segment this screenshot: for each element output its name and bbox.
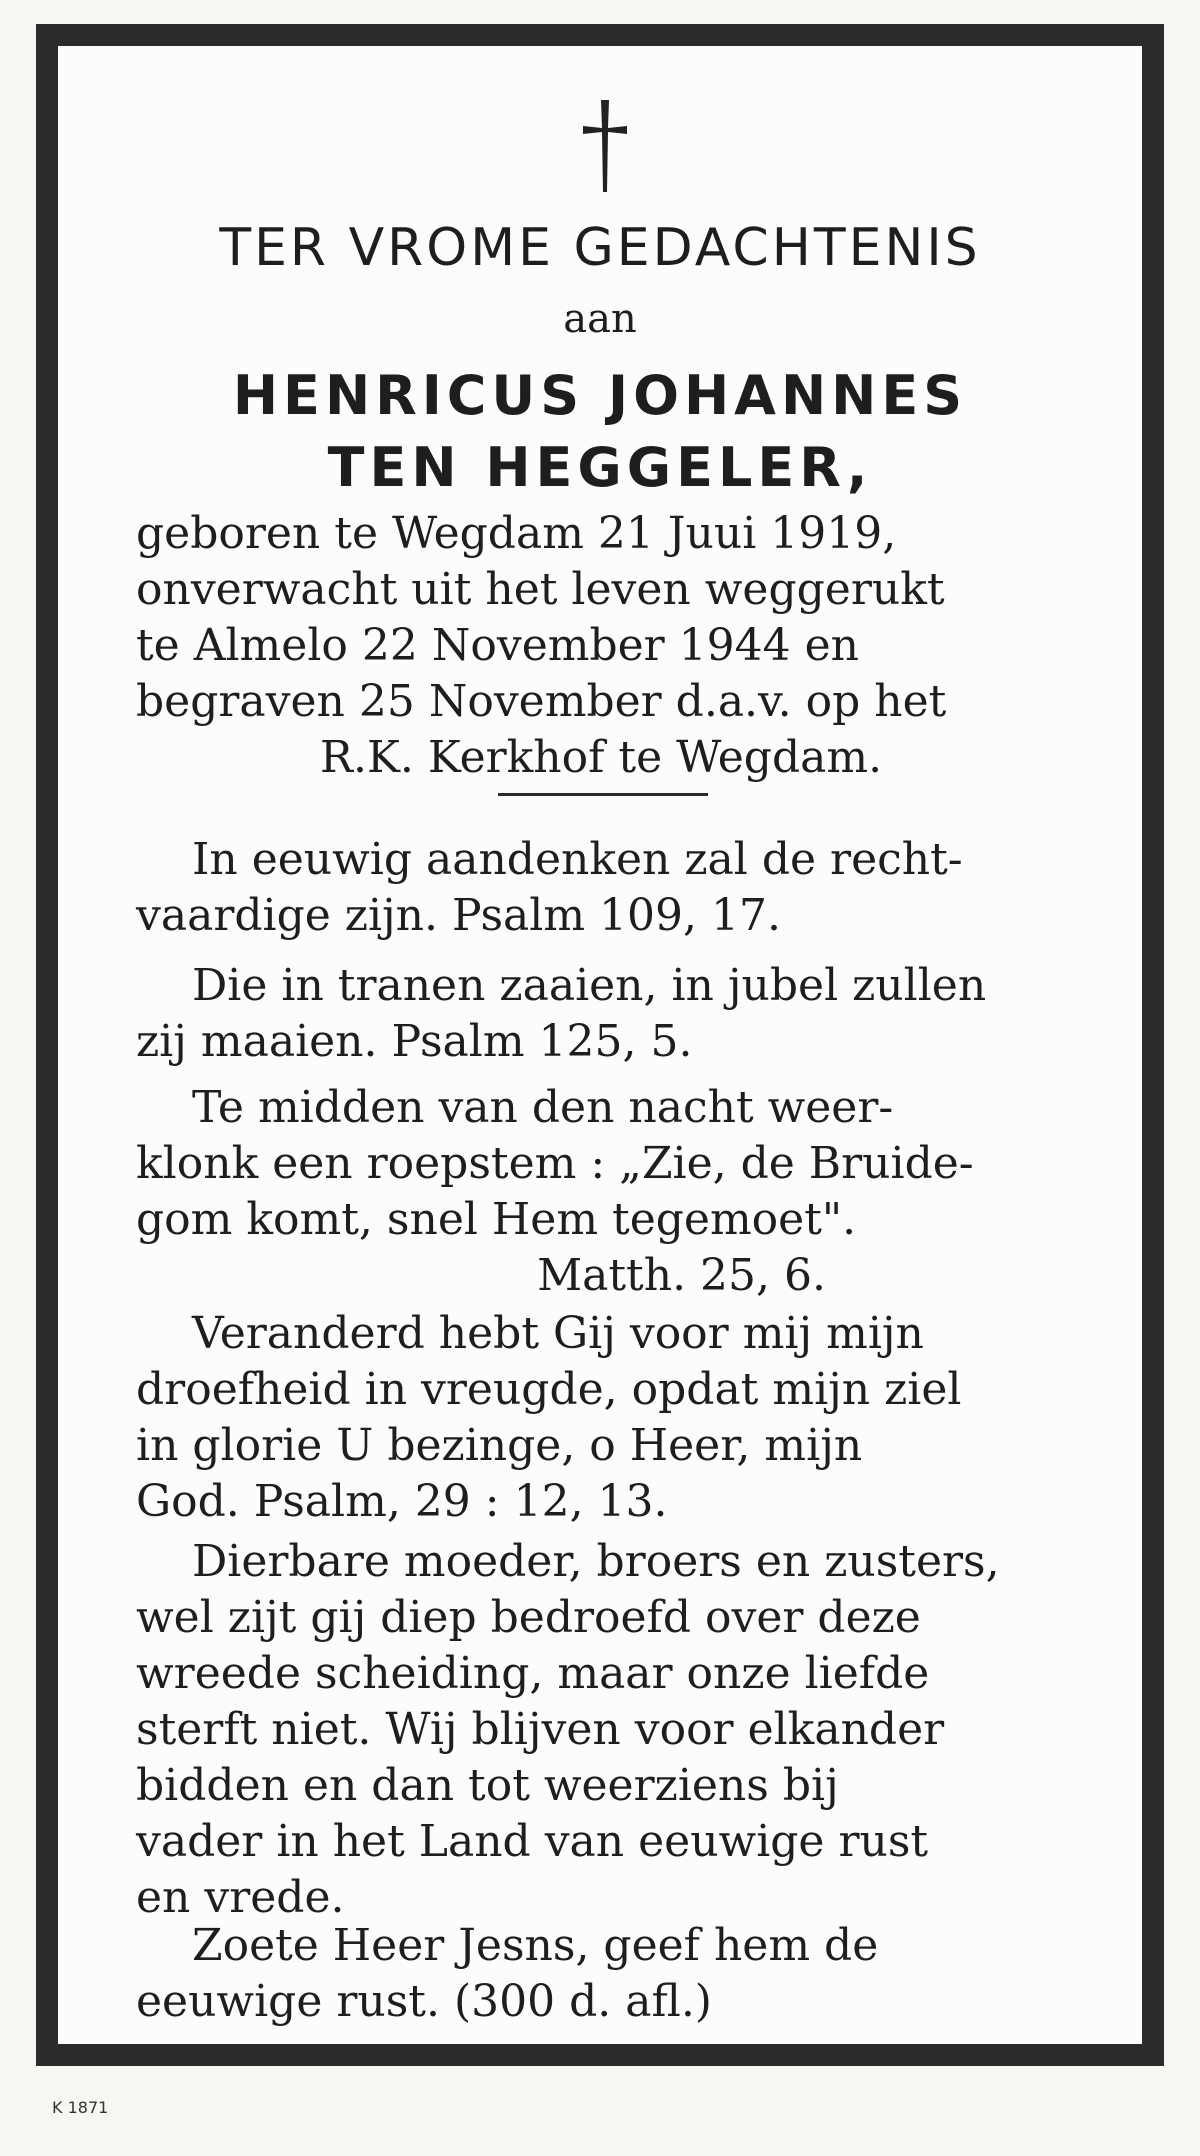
verse-line: zij maaien. bbox=[136, 1016, 378, 1067]
prayer-line: eeuwige rust. bbox=[136, 1976, 440, 2027]
bio-line: geboren te Wegdam 21 Juui 1919, bbox=[136, 508, 897, 559]
biography bbox=[136, 506, 1066, 786]
family-line: bidden en dan tot weerziens bij bbox=[136, 1760, 839, 1811]
family-line: en vrede. bbox=[136, 1872, 345, 1923]
deceased-name-line2: TEN HEGGELER, bbox=[327, 436, 873, 499]
deceased-name-line1: HENRICUS JOHANNES bbox=[232, 364, 968, 427]
verse-last-row bbox=[136, 1474, 1066, 1530]
closing-prayer bbox=[136, 1918, 1066, 2030]
verse-line: Veranderd hebt Gij voor mij mijn bbox=[192, 1308, 924, 1359]
bio-line: te Almelo 22 November 1944 en bbox=[136, 620, 860, 671]
verse-reference: Psalm 125, 5. bbox=[391, 1016, 693, 1067]
divider bbox=[498, 793, 708, 796]
verse-2 bbox=[136, 958, 1066, 1070]
cross-icon bbox=[575, 96, 635, 196]
verse-line: God. bbox=[136, 1476, 240, 1527]
bio-line: begraven 25 November d.a.v. op het bbox=[136, 676, 947, 727]
verse-reference: Psalm 109, 17. bbox=[452, 890, 781, 941]
indulgence-note: (300 d. afl.) bbox=[453, 1976, 712, 2027]
verse-line: klonk een roepstem : „Zie, de Bruide- bbox=[136, 1138, 974, 1189]
verse-4 bbox=[136, 1306, 1066, 1530]
verse-reference: Psalm, 29 : 12, 13. bbox=[253, 1476, 668, 1527]
family-line: vader in het Land van eeuwige rust bbox=[136, 1816, 929, 1867]
family-line: wreede scheiding, maar onze liefde bbox=[136, 1648, 930, 1699]
bio-line: onverwacht uit het leven weggerukt bbox=[136, 564, 945, 615]
family-line: sterft niet. Wij blijven voor elkander bbox=[136, 1704, 945, 1755]
memorial-preposition: aan bbox=[563, 296, 637, 342]
verse-last-row bbox=[136, 1014, 1066, 1070]
bio-line: R.K. Kerkhof te Wegdam. bbox=[319, 732, 883, 783]
verse-last-row bbox=[136, 888, 1066, 944]
verse-reference: Matth. 25, 6. bbox=[537, 1250, 826, 1301]
verse-line: droefheid in vreugde, opdat mijn ziel bbox=[136, 1364, 962, 1415]
verse-line: in glorie U bezinge, o Heer, mijn bbox=[136, 1420, 863, 1471]
verse-line: gom komt, snel Hem tegemoet". bbox=[136, 1194, 857, 1245]
print-code: K 1871 bbox=[52, 2098, 109, 2117]
family-message bbox=[136, 1534, 1066, 1926]
prayer-last-row bbox=[136, 1974, 1066, 2030]
family-line: wel zijt gij diep bedroefd over deze bbox=[136, 1592, 921, 1643]
family-line: Dierbare moeder, broers en zusters, bbox=[192, 1536, 1000, 1587]
prayer-line: Zoete Heer Jesns, geef hem de bbox=[192, 1920, 879, 1971]
verse-3 bbox=[136, 1080, 1066, 1304]
verse-line: In eeuwig aandenken zal de recht- bbox=[192, 834, 963, 885]
verse-line: vaardige zijn. bbox=[136, 890, 439, 941]
verse-line: Die in tranen zaaien, in jubel zullen bbox=[192, 960, 987, 1011]
verse-line: Te midden van den nacht weer- bbox=[192, 1082, 894, 1133]
verse-1 bbox=[136, 832, 1066, 944]
memorial-title: TER VROME GEDACHTENIS bbox=[219, 218, 981, 278]
